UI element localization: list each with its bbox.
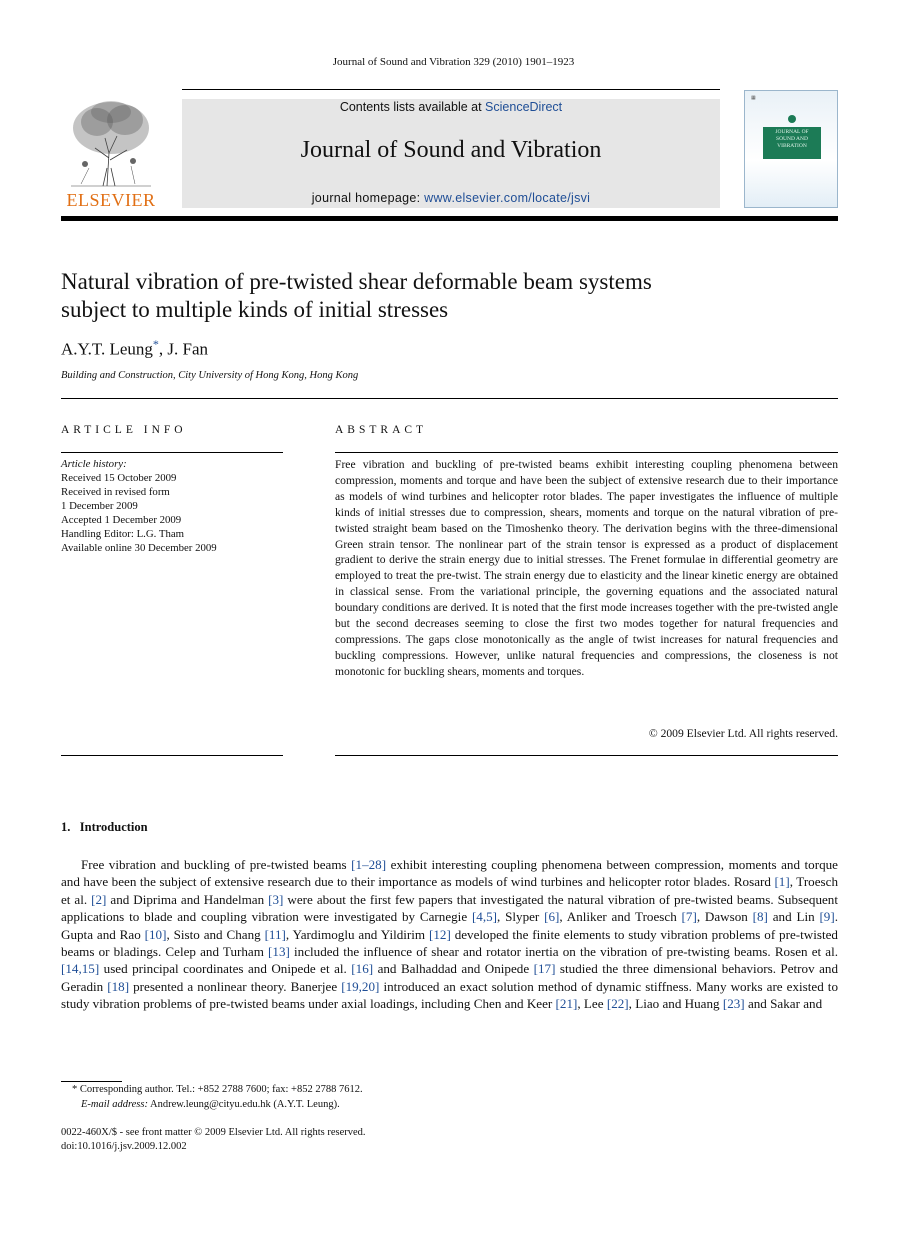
article-title bbox=[61, 268, 838, 324]
paragraph-text: and Sakar and bbox=[744, 996, 823, 1012]
journal-cover-thumbnail[interactable] bbox=[744, 90, 838, 208]
corresponding-author-mark[interactable]: * bbox=[152, 337, 159, 351]
paragraph-text: and Diprima and Handelman bbox=[106, 891, 269, 907]
citation-link[interactable]: [23] bbox=[722, 996, 745, 1012]
divider bbox=[61, 398, 838, 399]
front-matter-line: 0022-460X/$ - see front matter © 2009 Elsevier Ltd. All rights reserved. bbox=[61, 1127, 366, 1138]
email-label: E-mail address: bbox=[81, 1099, 148, 1110]
paragraph-text: , Anliker and Troesch bbox=[559, 909, 682, 925]
paragraph-text: Free vibration and buckling of pre-twisted beams bbox=[81, 857, 352, 872]
author-name[interactable]: J. Fan bbox=[167, 339, 209, 359]
contents-line bbox=[182, 100, 720, 114]
elsevier-wordmark: ELSEVIER bbox=[66, 190, 156, 210]
paragraph-text: , Yardimoglu and Yildirim bbox=[285, 926, 429, 942]
doi-line[interactable]: doi:10.1016/j.jsv.2009.12.002 bbox=[61, 1141, 187, 1152]
affiliation: Building and Construction, City University of Hong Kong, Hong Kong bbox=[61, 370, 359, 381]
citation-link[interactable]: [12] bbox=[428, 926, 451, 942]
paragraph-text: presented a nonlinear theory. Banerjee bbox=[129, 978, 342, 994]
citation-link[interactable]: [13] bbox=[268, 944, 290, 960]
paragraph-text: and Balhaddad and Onipede bbox=[373, 961, 534, 977]
citation-link[interactable]: [1–28] bbox=[351, 857, 387, 872]
paragraph-text: developed the finite elements to study vibration problems of pre-twisted beams or bladings. Celep and Turham bbox=[61, 926, 838, 960]
running-head: Journal of Sound and Vibration 329 (2010) 1901–1923 bbox=[332, 56, 575, 68]
article-title-line: Natural vibration of pre-twisted shear deformable beam systems bbox=[61, 269, 652, 294]
paragraph-text: introduced an exact solution method of dynamic stiffness. Many works are existed to study vibration problems of pre-twisted beams under axial loadings, including Chen and Keer bbox=[61, 978, 838, 1012]
citation-link[interactable]: [16] bbox=[351, 961, 374, 977]
divider bbox=[61, 755, 283, 756]
article-history bbox=[61, 457, 283, 555]
history-label: Article history: bbox=[61, 458, 127, 470]
homepage-line bbox=[182, 191, 720, 205]
copyright-notice: © 2009 Elsevier Ltd. All rights reserved. bbox=[648, 727, 838, 740]
corresponding-author-footnote: * Corresponding author. Tel.: +852 2788 7600; fax: +852 2788 7612. bbox=[72, 1084, 363, 1095]
citation-link[interactable]: [18] bbox=[107, 978, 130, 994]
citation-link[interactable]: [14,15] bbox=[61, 961, 100, 977]
citation-link[interactable]: [7] bbox=[681, 909, 697, 925]
paragraph-text: , Dawson bbox=[696, 909, 753, 925]
cover-title-line: VIBRATION bbox=[777, 143, 807, 149]
history-item: Accepted 1 December 2009 bbox=[61, 514, 182, 526]
citation-link[interactable]: [9] bbox=[819, 909, 835, 925]
citation-link[interactable]: [11] bbox=[264, 926, 286, 942]
citation-link[interactable]: [10] bbox=[144, 926, 167, 942]
homepage-prefix: journal homepage: bbox=[311, 191, 425, 205]
introduction-paragraph bbox=[61, 856, 838, 1013]
author-separator: , bbox=[158, 339, 168, 359]
citation-link[interactable]: [19,20] bbox=[341, 978, 380, 994]
paragraph-text: , Liao and Huang bbox=[628, 996, 723, 1012]
paragraph-text: were about the first few papers that investigated the natural vibration of pre-twisted beams. Subsequent applications to blade and coupling vibration were investigated by Carnegie bbox=[61, 891, 838, 925]
divider bbox=[335, 452, 838, 453]
abstract-text: Free vibration and buckling of pre-twisted beams exhibit interesting coupling phenomena between compression, moments and torque and have been the subject of extensive research due to their importance as models of wind turbines and helicopter rotor blades. The paper investigates the influence of multiple kinds of initial stresses due to compression, shears, moments and torque on the natural vibration of pre-twisted straight beam based on the Timoshenko theory. The derivation begins with the three-dimensional Green strain tensor. The nonlinear part of the strain tensor is expressed as a product of displacement gradient to derive the strain energy due to initial stresses. The Frenet formulae in differential geometry are employed to treat the pre-twist. The strain energy due to elasticity and the linear kinetic energy are obtained in classical sense. From the variational principle, the governing equations and the associated natural boundary conditions are derived. It is noted that the first mode increases together with the pre-twisted angle but the second decreases seeming to close the first two modes together for natural frequencies and compressions. The gaps close monotonically as the angle of twist increases for natural frequencies and buckling compressions. However, unlike natural frequencies and compressions, the closeness is not monotonic for buckling shears, moments and torques. bbox=[335, 458, 838, 678]
divider bbox=[335, 755, 838, 756]
citation-link[interactable]: [21] bbox=[555, 996, 578, 1012]
email-value[interactable]: Andrew.leung@cityu.edu.hk (A.Y.T. Leung). bbox=[147, 1099, 340, 1110]
paragraph-text: , Sisto and Chang bbox=[166, 926, 265, 942]
paragraph-text: exhibit interesting coupling phenomena between compression, moments and torque and have been the subject of extensive research due to their importance as models of wind turbines and helicopter rotor blades. Rosard bbox=[61, 857, 838, 890]
cover-corner-mark: ▦ bbox=[751, 95, 756, 101]
section-heading-introduction: 1. Introduction bbox=[61, 820, 148, 834]
author-name[interactable]: A.Y.T. Leung bbox=[61, 339, 153, 359]
homepage-link[interactable]: www.elsevier.com/locate/jsvi bbox=[424, 191, 591, 205]
divider bbox=[61, 452, 283, 453]
paragraph-text: and Lin bbox=[767, 909, 820, 925]
history-item: Received in revised form bbox=[61, 486, 170, 498]
paragraph-text: , Lee bbox=[577, 996, 607, 1012]
paragraph-text: used principal coordinates and Onipede et al. bbox=[99, 961, 352, 977]
cover-emblem-icon bbox=[788, 115, 796, 123]
history-item: Available online 30 December 2009 bbox=[61, 542, 217, 554]
citation-link[interactable]: [17] bbox=[533, 961, 556, 977]
masthead-thick-rule bbox=[61, 216, 838, 221]
article-title-line: subject to multiple kinds of initial stresses bbox=[61, 297, 449, 322]
sciencedirect-link[interactable]: ScienceDirect bbox=[485, 100, 563, 114]
abstract-heading: ABSTRACT bbox=[335, 424, 428, 436]
citation-link[interactable]: [2] bbox=[91, 891, 107, 907]
citation-link[interactable]: [22] bbox=[606, 996, 629, 1012]
email-footnote bbox=[81, 1099, 340, 1110]
history-item: Handling Editor: L.G. Tham bbox=[61, 528, 185, 540]
citation-link[interactable]: [1] bbox=[774, 874, 790, 890]
paragraph-text: , Troesch et al. bbox=[61, 874, 838, 907]
history-item: Received 15 October 2009 bbox=[61, 472, 177, 484]
cover-title-line: SOUND AND bbox=[776, 136, 808, 142]
article-info-heading: ARTICLE INFO bbox=[61, 424, 187, 436]
citation-link[interactable]: [4,5] bbox=[471, 909, 498, 925]
citation-link[interactable]: [8] bbox=[752, 909, 768, 925]
citation-link[interactable]: [3] bbox=[268, 891, 284, 907]
journal-title: Journal of Sound and Vibration bbox=[300, 137, 602, 163]
cover-title-line: JOURNAL OF bbox=[775, 129, 809, 135]
footnote-rule bbox=[61, 1081, 122, 1082]
cover-title bbox=[763, 129, 821, 150]
paragraph-text: . Gupta and Rao bbox=[61, 909, 838, 942]
paragraph-text: included the influence of shear and rotator inertia on the vibration of pre-twisting beams. Rosen et al. bbox=[289, 944, 839, 960]
paragraph-text: , Slyper bbox=[497, 909, 545, 925]
contents-prefix: Contents lists available at bbox=[339, 100, 486, 114]
paragraph-text: studied the three dimensional behaviors. Petrov and Geradin bbox=[61, 961, 838, 994]
author-list bbox=[61, 337, 208, 360]
masthead-rule bbox=[182, 89, 720, 90]
history-item: 1 December 2009 bbox=[61, 500, 138, 512]
citation-link[interactable]: [6] bbox=[544, 909, 560, 925]
